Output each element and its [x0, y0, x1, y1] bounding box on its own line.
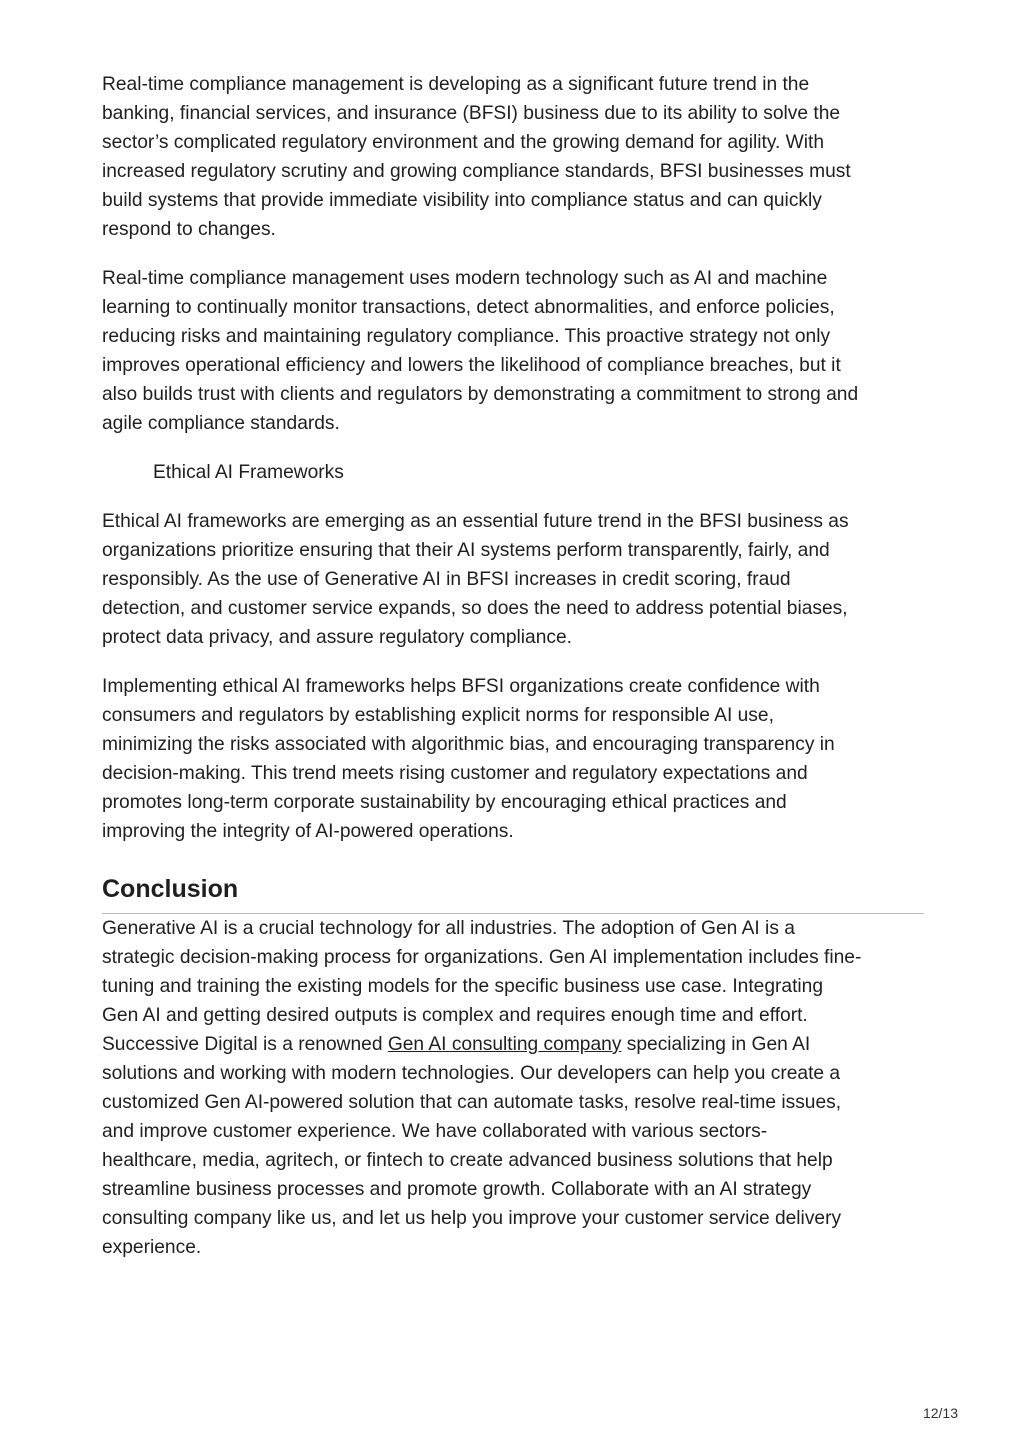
subheading-ethical-ai-frameworks: Ethical AI Frameworks — [153, 462, 344, 483]
conclusion-heading: Conclusion — [102, 872, 924, 914]
document-page — [102, 70, 924, 1282]
page-number: 12/13 — [922, 1405, 958, 1421]
paragraph-realtime-compliance-technology: Real-time compliance management uses modern technology such as AI and machine learning to continually monitor transactions, detect abnormalities, and enforce policies, reducing risks and maintaining regulatory compliance. This proactive strategy not only improves operational efficiency and lowers the likelihood of compliance breaches, but it also builds trust with clients and regulators by demonstrating a commitment to strong and agile compliance standards. — [102, 268, 859, 434]
paragraph-ethical-ai-intro: Ethical AI frameworks are emerging as an essential future trend in the BFSI business as organizations prioritize ensuring that their AI systems perform transparently, fairly, and responsibly. As the use of Generative AI in BFSI increases in credit scoring, fraud detection, and customer service expands, so does the need to address potential biases, protect data privacy, and assure regulatory compliance. — [102, 511, 849, 648]
paragraph-ethical-ai-implementation: Implementing ethical AI frameworks helps BFSI organizations create confidence with consumers and regulators by establishing explicit norms for responsible AI use, minimizing the risks associated with algorithmic bias, and encouraging transparency in decision-making. This trend meets rising customer and regulatory expectations and promotes long-term corporate sustainability by encouraging ethical practices and improving the integrity of AI-powered operations. — [102, 676, 835, 842]
paragraph-realtime-compliance-intro: Real-time compliance management is developing as a significant future trend in the banking, financial services, and insurance (BFSI) business due to its ability to solve the sector’s complicated regulatory environment and the growing demand for agility. With increased regulatory scrutiny and growing compliance standards, BFSI businesses must build systems that provide immediate visibility into compliance status and can quickly respond to changes. — [102, 74, 851, 240]
conclusion-paragraph — [102, 914, 924, 1262]
gen-ai-consulting-link[interactable]: Gen AI consulting company — [387, 1034, 622, 1055]
conclusion-text-before-link: Generative AI is a crucial technology for all industries. The adoption of Gen AI is a strategic decision-making process for organizations. Gen AI implementation includes fine- tuning and training the existing models for the specific business use case. Integrating Gen AI and getting desired outputs is complex and requires enough time and effort. Successive Digital is a renowned — [102, 918, 862, 1055]
conclusion-text-after-link: specializing in Gen AI solutions and working with modern technologies. Our developers can help you create a customized Gen AI-powered solution that can automate tasks, resolve real-time issues, and improve customer experience. We have collaborated with various sectors- healthcare, media, agritech, or fintech to create advanced business solutions that help streamline business processes and promote growth. Collaborate with an AI strategy consulting company like us, and let us help you improve your customer service delivery experience. — [102, 1034, 842, 1258]
